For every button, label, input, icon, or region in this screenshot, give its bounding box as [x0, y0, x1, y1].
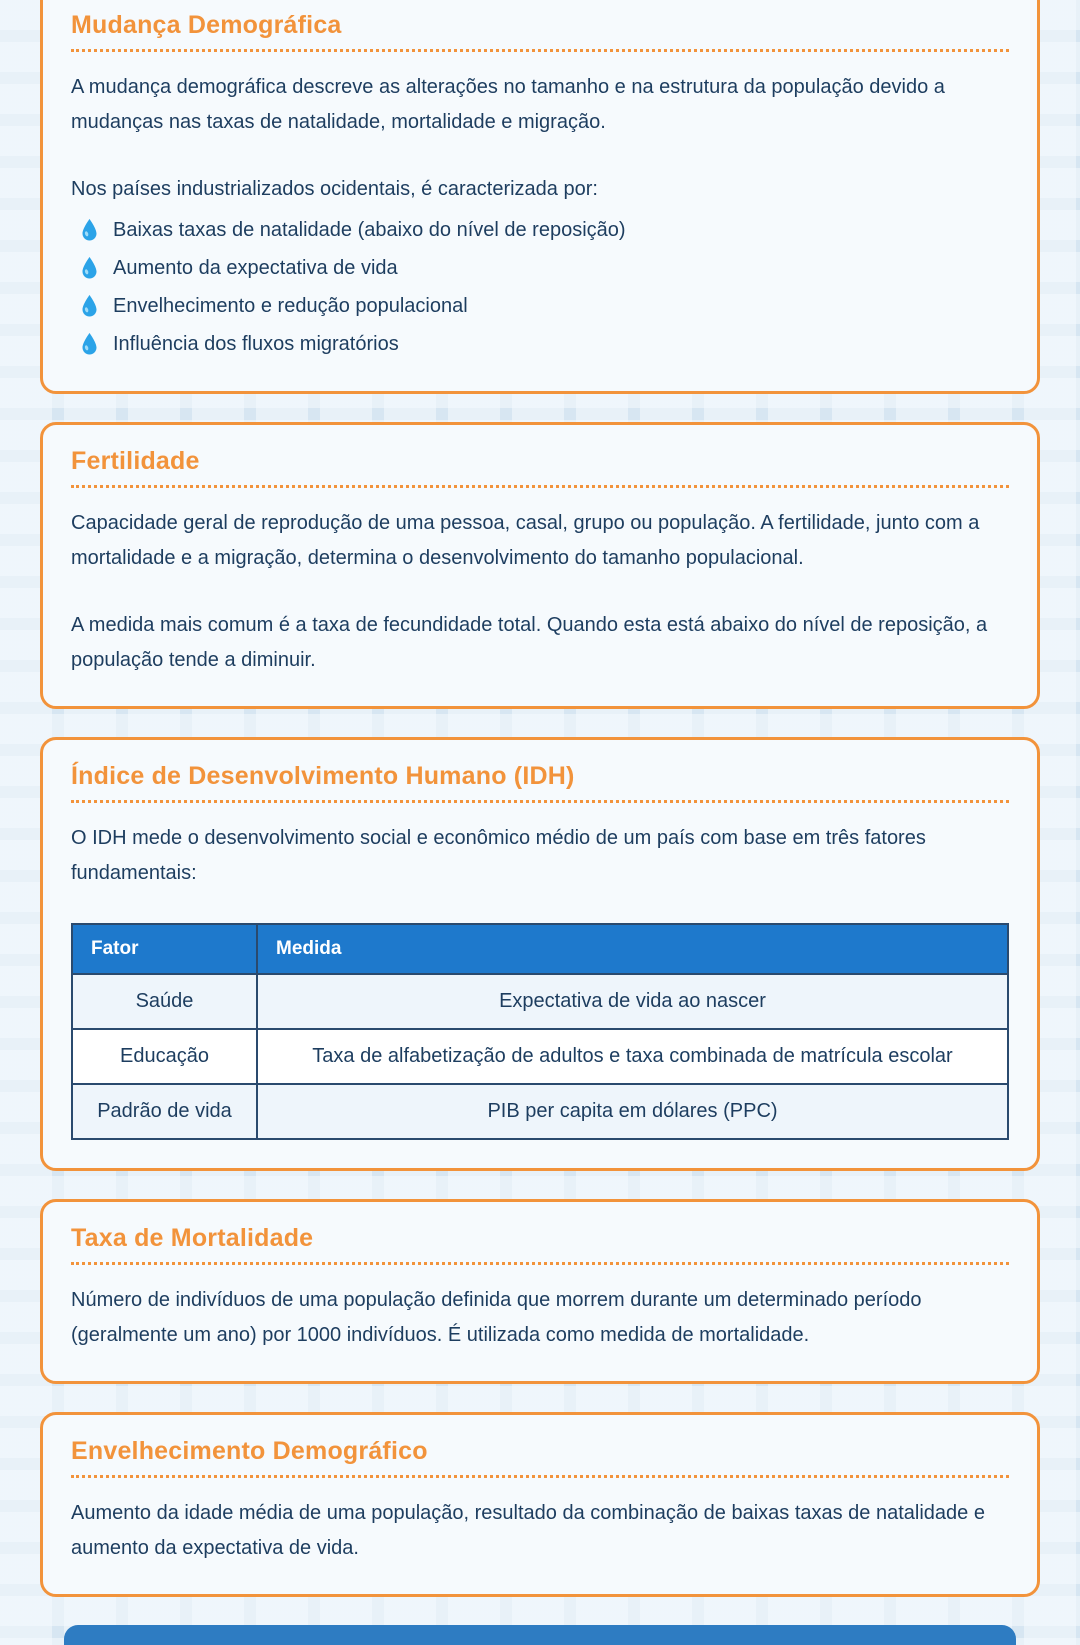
- card-title: Índice de Desenvolvimento Humano (IDH): [71, 762, 575, 790]
- card-fertilidade: [40, 422, 1040, 709]
- paragraph: Aumento da idade média de uma população, resultado da combinação de baixas taxas de natalidade e aumento da expectativa de vida.: [71, 1502, 985, 1559]
- idh-table-body: [72, 974, 1008, 1139]
- water-drop-icon: [81, 294, 98, 318]
- dotted-divider: [71, 49, 1009, 52]
- table-cell-fator: Padrão de vida: [72, 1084, 257, 1139]
- table-cell-medida: PIB per capita em dólares (PPC): [257, 1084, 1008, 1139]
- card-idh: [40, 737, 1040, 1171]
- paragraph: Nos países industrializados ocidentais, é caracterizada por:: [71, 178, 598, 200]
- card-title: Taxa de Mortalidade: [71, 1224, 314, 1252]
- idh-table: [71, 923, 1009, 1140]
- card-title: Mudança Demográfica: [71, 11, 342, 39]
- card-title: Envelhecimento Demográfico: [71, 1437, 428, 1465]
- paragraph: A medida mais comum é a taxa de fecundidade total. Quando esta está abaixo do nível de reposição, a população tende a diminuir.: [71, 614, 988, 671]
- table-row: [72, 1029, 1008, 1084]
- idh-table-head: [72, 924, 1008, 974]
- bullet-text: Influência dos fluxos migratórios: [113, 333, 399, 355]
- table-header-row: [72, 924, 1008, 974]
- card-title: Fertilidade: [71, 447, 200, 475]
- bullet-text: Baixas taxas de natalidade (abaixo do nível de reposição): [113, 219, 626, 241]
- water-drop-icon: [81, 332, 98, 356]
- table-row: [72, 1084, 1008, 1139]
- table-header-fator: Fator: [72, 924, 257, 974]
- table-row: [72, 974, 1008, 1029]
- bullet-text: Envelhecimento e redução populacional: [113, 295, 468, 317]
- list-item: [71, 249, 1009, 287]
- paragraph: Número de indivíduos de uma população definida que morrem durante um determinado período (geralmente um ano) por 1000 indivíduos. É utilizada como medida de mortalidade.: [71, 1289, 922, 1346]
- dotted-divider: [71, 1475, 1009, 1478]
- card-envelhecimento-demografico: [40, 1412, 1040, 1597]
- dotted-divider: [71, 1262, 1009, 1265]
- bullet-text: Aumento da expectativa de vida: [113, 257, 398, 279]
- paragraph: O IDH mede o desenvolvimento social e econômico médio de um país com base em três fatores fundamentais:: [71, 827, 926, 884]
- paragraph: Capacidade geral de reprodução de uma pessoa, casal, grupo ou população. A fertilidade, junto com a mortalidade e a migração, determina o desenvolvimento do tamanho populacional.: [71, 512, 980, 569]
- next-card-peek: [64, 1625, 1016, 1645]
- bullet-list: [71, 211, 1009, 363]
- water-drop-icon: [81, 256, 98, 280]
- dotted-divider: [71, 800, 1009, 803]
- card-mudanca-demografica: [40, 0, 1040, 394]
- table-header-medida: Medida: [257, 924, 1008, 974]
- card-taxa-de-mortalidade: [40, 1199, 1040, 1384]
- dotted-divider: [71, 485, 1009, 488]
- table-cell-medida: Expectativa de vida ao nascer: [257, 974, 1008, 1029]
- paragraph: A mudança demográfica descreve as alterações no tamanho e na estrutura da população devido a mudanças nas taxas de natalidade, mortalidade e migração.: [71, 76, 945, 133]
- table-cell-fator: Educação: [72, 1029, 257, 1084]
- list-item: [71, 211, 1009, 249]
- table-cell-fator: Saúde: [72, 974, 257, 1029]
- water-drop-icon: [81, 218, 98, 242]
- table-cell-medida: Taxa de alfabetização de adultos e taxa combinada de matrícula escolar: [257, 1029, 1008, 1084]
- list-item: [71, 325, 1009, 363]
- list-item: [71, 287, 1009, 325]
